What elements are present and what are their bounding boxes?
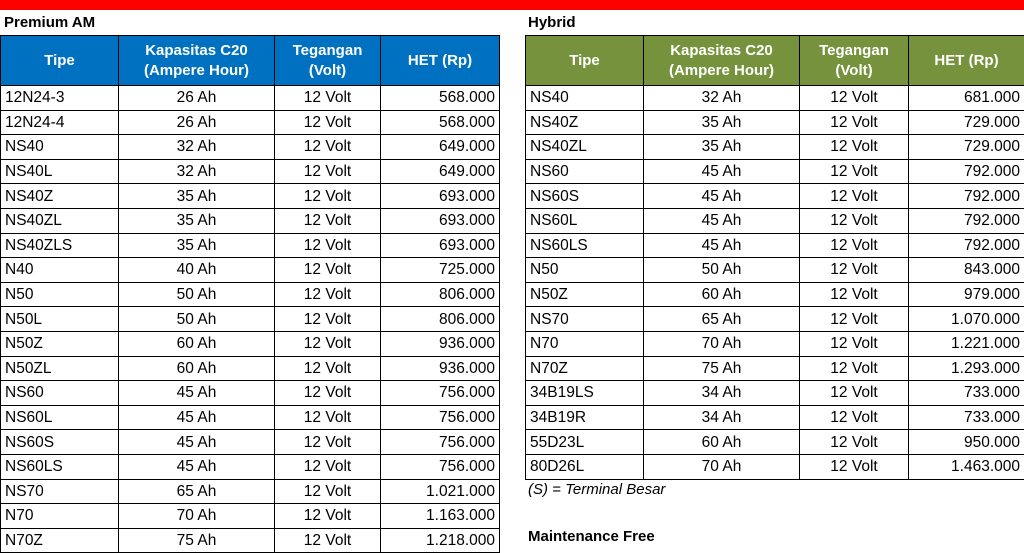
cell-kapasitas: 32 Ah	[119, 135, 275, 160]
cell-kapasitas: 45 Ah	[119, 405, 275, 430]
cell-tegangan: 12 Volt	[800, 110, 909, 135]
cell-tegangan: 12 Volt	[275, 528, 381, 553]
terminal-note: (S) = Terminal Besar	[528, 480, 665, 500]
cell-kapasitas: 34 Ah	[644, 405, 800, 430]
cell-tegangan: 12 Volt	[800, 159, 909, 184]
cell-tipe: NS40Z	[526, 110, 644, 135]
cell-tegangan: 12 Volt	[800, 331, 909, 356]
table-row	[526, 282, 1024, 307]
cell-het: 1.463.000	[909, 454, 1024, 479]
table-header-row	[1, 36, 500, 86]
table-row	[1, 258, 500, 283]
cell-tipe: N70Z	[526, 356, 644, 381]
cell-tegangan: 12 Volt	[275, 159, 381, 184]
cell-tipe: N50ZL	[1, 356, 119, 381]
table-row	[526, 86, 1024, 111]
cell-kapasitas: 60 Ah	[119, 331, 275, 356]
cell-kapasitas: 60 Ah	[644, 282, 800, 307]
cell-tegangan: 12 Volt	[275, 381, 381, 406]
table-row	[526, 208, 1024, 233]
table-row	[1, 454, 500, 479]
cell-kapasitas: 32 Ah	[119, 159, 275, 184]
cell-tegangan: 12 Volt	[800, 307, 909, 332]
cell-kapasitas: 35 Ah	[119, 208, 275, 233]
table-row	[1, 356, 500, 381]
cell-tipe: N50	[1, 282, 119, 307]
cell-het: 936.000	[381, 356, 500, 381]
header-tipe: Tipe	[1, 36, 119, 86]
table-row	[526, 159, 1024, 184]
cell-tipe: NS60	[526, 159, 644, 184]
cell-kapasitas: 65 Ah	[644, 307, 800, 332]
cell-het: 806.000	[381, 282, 500, 307]
cell-tegangan: 12 Volt	[275, 454, 381, 479]
table-row	[1, 184, 500, 209]
table-row	[526, 258, 1024, 283]
table-row	[1, 233, 500, 258]
cell-kapasitas: 45 Ah	[119, 381, 275, 406]
cell-kapasitas: 75 Ah	[119, 528, 275, 553]
cell-kapasitas: 70 Ah	[644, 454, 800, 479]
cell-tipe: 80D26L	[526, 454, 644, 479]
cell-tipe: NS40	[526, 86, 644, 111]
table-row	[1, 135, 500, 160]
table-row	[526, 405, 1024, 430]
table-row	[1, 307, 500, 332]
cell-het: 756.000	[381, 454, 500, 479]
table-row	[1, 381, 500, 406]
cell-tipe: NS70	[1, 479, 119, 504]
maintenance-free-title: Maintenance Free	[528, 528, 655, 546]
cell-tipe: N50Z	[526, 282, 644, 307]
cell-kapasitas: 75 Ah	[644, 356, 800, 381]
cell-tegangan: 12 Volt	[275, 110, 381, 135]
cell-kapasitas: 35 Ah	[644, 110, 800, 135]
table-row	[1, 331, 500, 356]
table-row	[1, 282, 500, 307]
cell-tipe: N50	[526, 258, 644, 283]
cell-kapasitas: 34 Ah	[644, 381, 800, 406]
cell-tipe: NS40ZL	[1, 208, 119, 233]
cell-kapasitas: 50 Ah	[119, 307, 275, 332]
cell-kapasitas: 45 Ah	[644, 159, 800, 184]
cell-tegangan: 12 Volt	[800, 282, 909, 307]
table-row	[1, 479, 500, 504]
cell-kapasitas: 60 Ah	[644, 430, 800, 455]
cell-het: 729.000	[909, 135, 1024, 160]
cell-tipe: NS60LS	[1, 454, 119, 479]
header-kapasitas: Kapasitas C20 (Ampere Hour)	[119, 36, 275, 86]
cell-tegangan: 12 Volt	[275, 135, 381, 160]
cell-tipe: N70	[526, 331, 644, 356]
cell-kapasitas: 70 Ah	[644, 331, 800, 356]
table-header-row	[526, 36, 1024, 86]
cell-tegangan: 12 Volt	[800, 381, 909, 406]
cell-tegangan: 12 Volt	[275, 430, 381, 455]
cell-tegangan: 12 Volt	[800, 356, 909, 381]
table-row	[526, 454, 1024, 479]
header-kapasitas: Kapasitas C20 (Ampere Hour)	[644, 36, 800, 86]
cell-tegangan: 12 Volt	[800, 405, 909, 430]
cell-tegangan: 12 Volt	[800, 233, 909, 258]
cell-tegangan: 12 Volt	[800, 430, 909, 455]
cell-het: 1.221.000	[909, 331, 1024, 356]
cell-kapasitas: 65 Ah	[119, 479, 275, 504]
cell-tipe: 55D23L	[526, 430, 644, 455]
cell-het: 792.000	[909, 184, 1024, 209]
cell-het: 792.000	[909, 208, 1024, 233]
header-tegangan: Tegangan (Volt)	[800, 36, 909, 86]
cell-tegangan: 12 Volt	[275, 479, 381, 504]
cell-kapasitas: 50 Ah	[119, 282, 275, 307]
cell-tipe: NS40ZL	[526, 135, 644, 160]
cell-het: 1.218.000	[381, 528, 500, 553]
cell-tegangan: 12 Volt	[275, 504, 381, 529]
cell-tegangan: 12 Volt	[275, 233, 381, 258]
top-red-bar	[0, 0, 1024, 10]
cell-tegangan: 12 Volt	[800, 208, 909, 233]
cell-kapasitas: 35 Ah	[119, 233, 275, 258]
cell-tipe: NS40Z	[1, 184, 119, 209]
cell-tegangan: 12 Volt	[800, 454, 909, 479]
cell-tipe: 12N24-3	[1, 86, 119, 111]
cell-kapasitas: 50 Ah	[644, 258, 800, 283]
cell-het: 1.021.000	[381, 479, 500, 504]
cell-tegangan: 12 Volt	[275, 184, 381, 209]
cell-het: 843.000	[909, 258, 1024, 283]
table-row	[526, 135, 1024, 160]
table-row	[1, 405, 500, 430]
cell-kapasitas: 45 Ah	[644, 233, 800, 258]
cell-het: 649.000	[381, 159, 500, 184]
table-row	[526, 184, 1024, 209]
cell-het: 568.000	[381, 86, 500, 111]
cell-het: 568.000	[381, 110, 500, 135]
cell-het: 681.000	[909, 86, 1024, 111]
cell-tegangan: 12 Volt	[800, 184, 909, 209]
cell-het: 693.000	[381, 184, 500, 209]
cell-tegangan: 12 Volt	[275, 282, 381, 307]
cell-tipe: NS40L	[1, 159, 119, 184]
table-row	[1, 208, 500, 233]
cell-tipe: 34B19LS	[526, 381, 644, 406]
table-row	[1, 110, 500, 135]
cell-tipe: N70	[1, 504, 119, 529]
cell-het: 733.000	[909, 381, 1024, 406]
cell-kapasitas: 45 Ah	[644, 184, 800, 209]
cell-tipe: NS40	[1, 135, 119, 160]
cell-het: 979.000	[909, 282, 1024, 307]
cell-het: 756.000	[381, 430, 500, 455]
header-tipe: Tipe	[526, 36, 644, 86]
cell-tipe: NS70	[526, 307, 644, 332]
cell-tipe: N50Z	[1, 331, 119, 356]
cell-tipe: NS60L	[526, 208, 644, 233]
table-row	[526, 430, 1024, 455]
cell-het: 1.163.000	[381, 504, 500, 529]
table-row	[1, 86, 500, 111]
cell-kapasitas: 32 Ah	[644, 86, 800, 111]
cell-het: 725.000	[381, 258, 500, 283]
table-row	[1, 528, 500, 553]
cell-het: 729.000	[909, 110, 1024, 135]
cell-het: 792.000	[909, 159, 1024, 184]
cell-het: 733.000	[909, 405, 1024, 430]
cell-tegangan: 12 Volt	[275, 258, 381, 283]
cell-kapasitas: 45 Ah	[119, 430, 275, 455]
cell-het: 1.070.000	[909, 307, 1024, 332]
cell-tipe: NS40ZLS	[1, 233, 119, 258]
table-row	[1, 430, 500, 455]
cell-tegangan: 12 Volt	[275, 86, 381, 111]
table-row	[526, 233, 1024, 258]
cell-het: 792.000	[909, 233, 1024, 258]
cell-kapasitas: 35 Ah	[644, 135, 800, 160]
table-row	[526, 307, 1024, 332]
premium-table	[0, 35, 500, 553]
cell-tipe: NS60S	[1, 430, 119, 455]
hybrid-title: Hybrid	[528, 14, 576, 32]
cell-tipe: N70Z	[1, 528, 119, 553]
hybrid-table	[525, 35, 1024, 480]
cell-tegangan: 12 Volt	[275, 331, 381, 356]
cell-tegangan: 12 Volt	[800, 258, 909, 283]
table-row	[1, 504, 500, 529]
cell-tipe: N40	[1, 258, 119, 283]
cell-het: 756.000	[381, 381, 500, 406]
cell-kapasitas: 40 Ah	[119, 258, 275, 283]
cell-tegangan: 12 Volt	[275, 405, 381, 430]
cell-tipe: NS60L	[1, 405, 119, 430]
cell-kapasitas: 70 Ah	[119, 504, 275, 529]
cell-het: 806.000	[381, 307, 500, 332]
cell-het: 936.000	[381, 331, 500, 356]
cell-het: 693.000	[381, 208, 500, 233]
table-row	[1, 159, 500, 184]
table-row	[526, 331, 1024, 356]
cell-kapasitas: 45 Ah	[119, 454, 275, 479]
table-row	[526, 110, 1024, 135]
cell-tegangan: 12 Volt	[275, 307, 381, 332]
cell-het: 756.000	[381, 405, 500, 430]
cell-tipe: NS60S	[526, 184, 644, 209]
premium-title: Premium AM	[4, 14, 95, 32]
header-tegangan: Tegangan (Volt)	[275, 36, 381, 86]
cell-het: 693.000	[381, 233, 500, 258]
table-row	[526, 356, 1024, 381]
cell-het: 1.293.000	[909, 356, 1024, 381]
cell-het: 649.000	[381, 135, 500, 160]
cell-tipe: NS60	[1, 381, 119, 406]
cell-tipe: NS60LS	[526, 233, 644, 258]
cell-tipe: N50L	[1, 307, 119, 332]
cell-kapasitas: 35 Ah	[119, 184, 275, 209]
cell-tipe: 34B19R	[526, 405, 644, 430]
cell-tegangan: 12 Volt	[275, 208, 381, 233]
cell-kapasitas: 60 Ah	[119, 356, 275, 381]
cell-kapasitas: 45 Ah	[644, 208, 800, 233]
cell-kapasitas: 26 Ah	[119, 86, 275, 111]
cell-tipe: 12N24-4	[1, 110, 119, 135]
cell-tegangan: 12 Volt	[275, 356, 381, 381]
cell-tegangan: 12 Volt	[800, 86, 909, 111]
cell-het: 950.000	[909, 430, 1024, 455]
cell-tegangan: 12 Volt	[800, 135, 909, 160]
header-het: HET (Rp)	[909, 36, 1024, 86]
header-het: HET (Rp)	[381, 36, 500, 86]
cell-kapasitas: 26 Ah	[119, 110, 275, 135]
table-row	[526, 381, 1024, 406]
